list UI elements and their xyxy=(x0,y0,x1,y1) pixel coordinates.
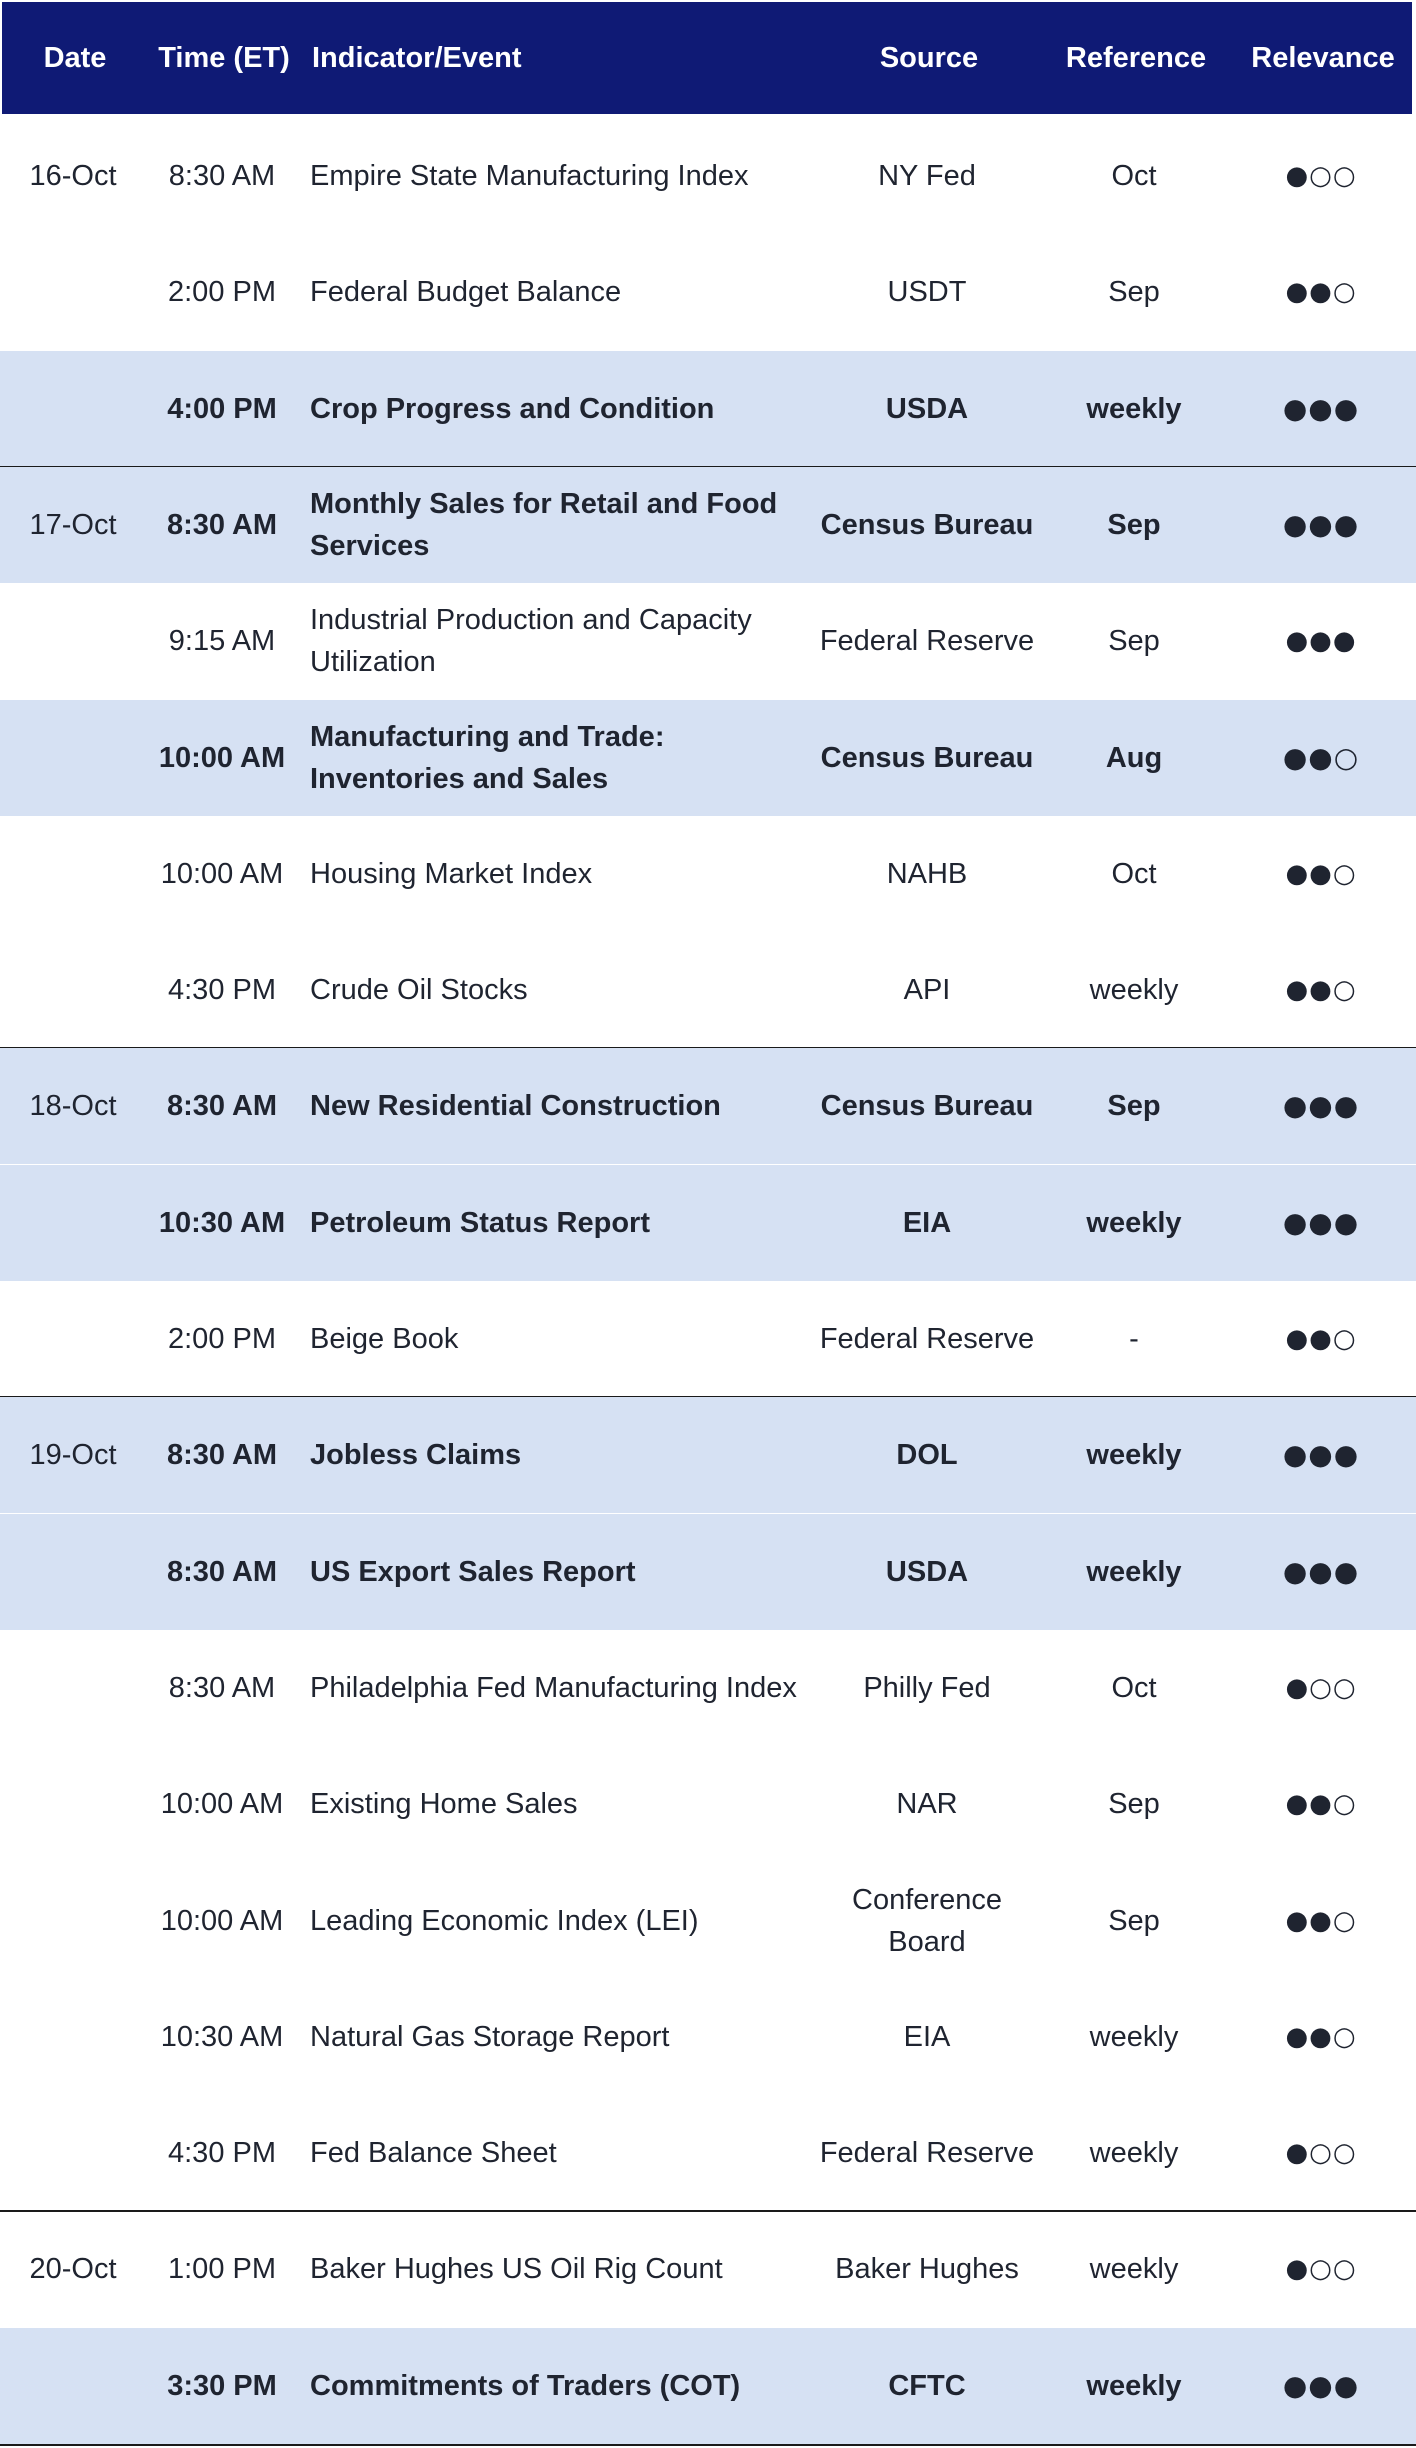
row-indicator-event: Monthly Sales for Retail and Food Services xyxy=(310,488,778,562)
relevance-dots-icon: ●○○ xyxy=(1285,1673,1357,1703)
table-row xyxy=(0,2095,1416,2211)
row-source: Census Bureau xyxy=(820,509,1034,541)
row-indicator-event: Commitments of Traders (COT) xyxy=(310,2370,741,2402)
relevance-dots-icon: ●●○ xyxy=(1285,2022,1357,2052)
table-bottom-border xyxy=(0,2444,1416,2446)
row-date xyxy=(0,234,146,350)
row-date xyxy=(0,2328,146,2444)
row-relevance xyxy=(1226,1165,1416,1281)
table-row xyxy=(0,932,1416,1048)
row-indicator-event: Industrial Production and Capacity Utilization xyxy=(310,604,752,678)
row-date xyxy=(0,1863,146,1979)
row-time: 10:00 AM xyxy=(160,1788,284,1820)
row-reference: Sep xyxy=(1108,276,1160,308)
row-time: 4:00 PM xyxy=(167,393,277,425)
row-relevance xyxy=(1226,1281,1416,1397)
row-source: Federal Reserve xyxy=(819,625,1035,657)
table-row xyxy=(0,1630,1416,1746)
table-row xyxy=(0,234,1416,350)
row-source: Census Bureau xyxy=(820,742,1034,774)
relevance-dots-icon: ●●○ xyxy=(1285,1324,1357,1354)
table-row xyxy=(0,1863,1416,1979)
row-reference: Sep xyxy=(1108,1905,1160,1937)
row-date xyxy=(0,1281,146,1397)
row-time: 1:00 PM xyxy=(168,2253,276,2285)
row-date xyxy=(0,583,146,699)
row-source: Federal Reserve xyxy=(819,1323,1035,1355)
row-indicator-event: Fed Balance Sheet xyxy=(310,2137,557,2169)
row-source: NY Fed xyxy=(878,160,976,192)
row-time: 8:30 AM xyxy=(166,509,278,541)
relevance-dots-icon: ●●● xyxy=(1282,2369,1360,2402)
row-indicator-event: Crude Oil Stocks xyxy=(310,974,528,1006)
row-relevance xyxy=(1226,2211,1416,2327)
relevance-dots-icon: ●●● xyxy=(1282,1089,1360,1122)
table-row xyxy=(0,816,1416,932)
relevance-dots-icon: ●●● xyxy=(1282,508,1360,541)
row-source: Baker Hughes xyxy=(835,2253,1019,2285)
header-indicator-event: Indicator/Event xyxy=(312,42,522,74)
row-source: CFTC xyxy=(888,2370,966,2402)
table-row xyxy=(0,700,1416,816)
row-relevance xyxy=(1226,1048,1416,1164)
header-reference: Reference xyxy=(1065,42,1207,74)
row-indicator-event: Empire State Manufacturing Index xyxy=(310,160,749,192)
row-reference: Oct xyxy=(1111,1672,1157,1704)
table-row xyxy=(0,118,1416,234)
row-time: 2:00 PM xyxy=(168,276,276,308)
row-time: 8:30 AM xyxy=(166,1439,278,1471)
row-relevance xyxy=(1226,1514,1416,1630)
row-indicator-event: New Residential Construction xyxy=(310,1090,721,1122)
row-reference: - xyxy=(1129,1323,1139,1355)
row-source: USDT xyxy=(887,276,967,308)
row-source: Philly Fed xyxy=(863,1672,991,1704)
row-date xyxy=(0,2095,146,2211)
row-reference: weekly xyxy=(1086,1439,1182,1471)
row-reference: weekly xyxy=(1086,1556,1182,1588)
table-row xyxy=(0,1397,1416,1513)
row-source: EIA xyxy=(903,2021,951,2053)
row-source: DOL xyxy=(896,1439,958,1471)
row-indicator-event: Housing Market Index xyxy=(310,858,593,890)
row-reference: Sep xyxy=(1108,1788,1160,1820)
header-source: Source xyxy=(879,42,979,74)
relevance-dots-icon: ●○○ xyxy=(1285,2138,1357,2168)
row-date: 17-Oct xyxy=(29,509,117,541)
relevance-dots-icon: ●●○ xyxy=(1282,741,1360,774)
row-date xyxy=(0,351,146,467)
table-row xyxy=(0,1979,1416,2095)
row-source: Federal Reserve xyxy=(819,2137,1035,2169)
row-source: NAR xyxy=(896,1788,958,1820)
relevance-dots-icon: ●●○ xyxy=(1285,975,1357,1005)
row-relevance xyxy=(1226,118,1416,234)
row-relevance xyxy=(1226,351,1416,467)
row-time: 3:30 PM xyxy=(167,2370,277,2402)
row-indicator-event: Philadelphia Fed Manufacturing Index xyxy=(310,1672,797,1704)
relevance-dots-icon: ●●○ xyxy=(1285,1906,1357,1936)
row-indicator-event: Baker Hughes US Oil Rig Count xyxy=(310,2253,723,2285)
row-indicator-event: Existing Home Sales xyxy=(310,1788,578,1820)
row-time: 2:00 PM xyxy=(168,1323,276,1355)
table-row xyxy=(0,351,1416,467)
row-date xyxy=(0,700,146,816)
row-reference: weekly xyxy=(1089,2021,1179,2053)
row-date: 19-Oct xyxy=(29,1439,117,1471)
relevance-dots-icon: ●●○ xyxy=(1285,277,1357,307)
relevance-dots-icon: ●●● xyxy=(1282,1438,1360,1471)
row-time: 4:30 PM xyxy=(168,974,276,1006)
row-relevance xyxy=(1226,932,1416,1048)
row-source: Census Bureau xyxy=(820,1090,1034,1122)
row-time: 4:30 PM xyxy=(168,2137,276,2169)
row-relevance xyxy=(1226,1746,1416,1862)
relevance-dots-icon: ●○○ xyxy=(1285,161,1357,191)
row-time: 8:30 AM xyxy=(166,1556,278,1588)
row-relevance xyxy=(1226,583,1416,699)
row-reference: weekly xyxy=(1086,393,1182,425)
table-row xyxy=(0,1281,1416,1397)
row-source: API xyxy=(903,974,951,1006)
row-time: 8:30 AM xyxy=(168,1672,276,1704)
row-time: 10:00 AM xyxy=(160,1905,284,1937)
row-reference: Aug xyxy=(1105,742,1163,774)
row-relevance xyxy=(1226,2095,1416,2211)
row-reference: weekly xyxy=(1089,2253,1179,2285)
row-relevance xyxy=(1226,234,1416,350)
row-relevance xyxy=(1226,2328,1416,2444)
row-relevance xyxy=(1226,467,1416,583)
row-reference: weekly xyxy=(1089,2137,1179,2169)
row-indicator-event: Petroleum Status Report xyxy=(310,1207,650,1239)
row-relevance xyxy=(1226,816,1416,932)
header-time: Time (ET) xyxy=(158,42,290,74)
row-relevance xyxy=(1226,1863,1416,1979)
row-time: 10:30 AM xyxy=(158,1207,286,1239)
header-relevance: Relevance xyxy=(1251,42,1395,74)
row-indicator-event: Jobless Claims xyxy=(310,1439,522,1471)
row-time: 10:30 AM xyxy=(160,2021,284,2053)
relevance-dots-icon: ●○○ xyxy=(1285,2254,1357,2284)
row-date xyxy=(0,932,146,1048)
table-header xyxy=(2,2,1412,114)
row-date xyxy=(0,1746,146,1862)
row-reference: Sep xyxy=(1107,1090,1161,1122)
row-indicator-event: Leading Economic Index (LEI) xyxy=(310,1905,699,1937)
row-reference: weekly xyxy=(1086,1207,1182,1239)
row-reference: Oct xyxy=(1111,858,1157,890)
table-row xyxy=(0,1746,1416,1862)
row-indicator-event: Beige Book xyxy=(310,1323,459,1355)
row-date: 20-Oct xyxy=(29,2253,117,2285)
row-date xyxy=(0,1514,146,1630)
relevance-dots-icon: ●●● xyxy=(1282,392,1360,425)
row-indicator-event: Crop Progress and Condition xyxy=(310,393,715,425)
relevance-dots-icon: ●●○ xyxy=(1285,859,1357,889)
row-relevance xyxy=(1226,700,1416,816)
header-date: Date xyxy=(43,42,107,74)
row-reference: weekly xyxy=(1089,974,1179,1006)
row-date xyxy=(0,816,146,932)
row-date xyxy=(0,1165,146,1281)
row-source: EIA xyxy=(902,1207,952,1239)
row-source: NAHB xyxy=(886,858,968,890)
row-source: Conference Board xyxy=(852,1884,1002,1958)
row-indicator-event: US Export Sales Report xyxy=(310,1556,636,1588)
row-time: 8:30 AM xyxy=(168,160,276,192)
row-reference: Sep xyxy=(1107,509,1161,541)
row-time: 9:15 AM xyxy=(168,625,276,657)
row-date: 16-Oct xyxy=(29,160,117,192)
relevance-dots-icon: ●●● xyxy=(1282,1206,1360,1239)
row-relevance xyxy=(1226,1630,1416,1746)
relevance-dots-icon: ●●● xyxy=(1282,1555,1360,1588)
row-date: 18-Oct xyxy=(29,1090,117,1122)
row-reference: weekly xyxy=(1086,2370,1182,2402)
row-source: USDA xyxy=(885,393,969,425)
row-indicator-event: Federal Budget Balance xyxy=(310,276,622,308)
row-reference: Oct xyxy=(1111,160,1157,192)
table-row xyxy=(0,1165,1416,1281)
table-row xyxy=(0,1048,1416,1164)
row-time: 10:00 AM xyxy=(160,858,284,890)
row-indicator-event: Natural Gas Storage Report xyxy=(310,2021,670,2053)
table-row xyxy=(0,2211,1416,2327)
row-date xyxy=(0,1979,146,2095)
row-indicator-event: Manufacturing and Trade: Inventories and Sales xyxy=(310,721,665,795)
table-row xyxy=(0,1514,1416,1630)
row-source: USDA xyxy=(885,1556,969,1588)
table-row xyxy=(0,2328,1416,2444)
row-reference: Sep xyxy=(1108,625,1160,657)
row-relevance xyxy=(1226,1979,1416,2095)
relevance-dots-icon: ●●● xyxy=(1285,626,1357,656)
table-row xyxy=(0,467,1416,583)
row-date xyxy=(0,1630,146,1746)
relevance-dots-icon: ●●○ xyxy=(1285,1789,1357,1819)
row-time: 8:30 AM xyxy=(166,1090,278,1122)
row-time: 10:00 AM xyxy=(158,742,286,774)
row-relevance xyxy=(1226,1397,1416,1513)
table-row xyxy=(0,583,1416,699)
